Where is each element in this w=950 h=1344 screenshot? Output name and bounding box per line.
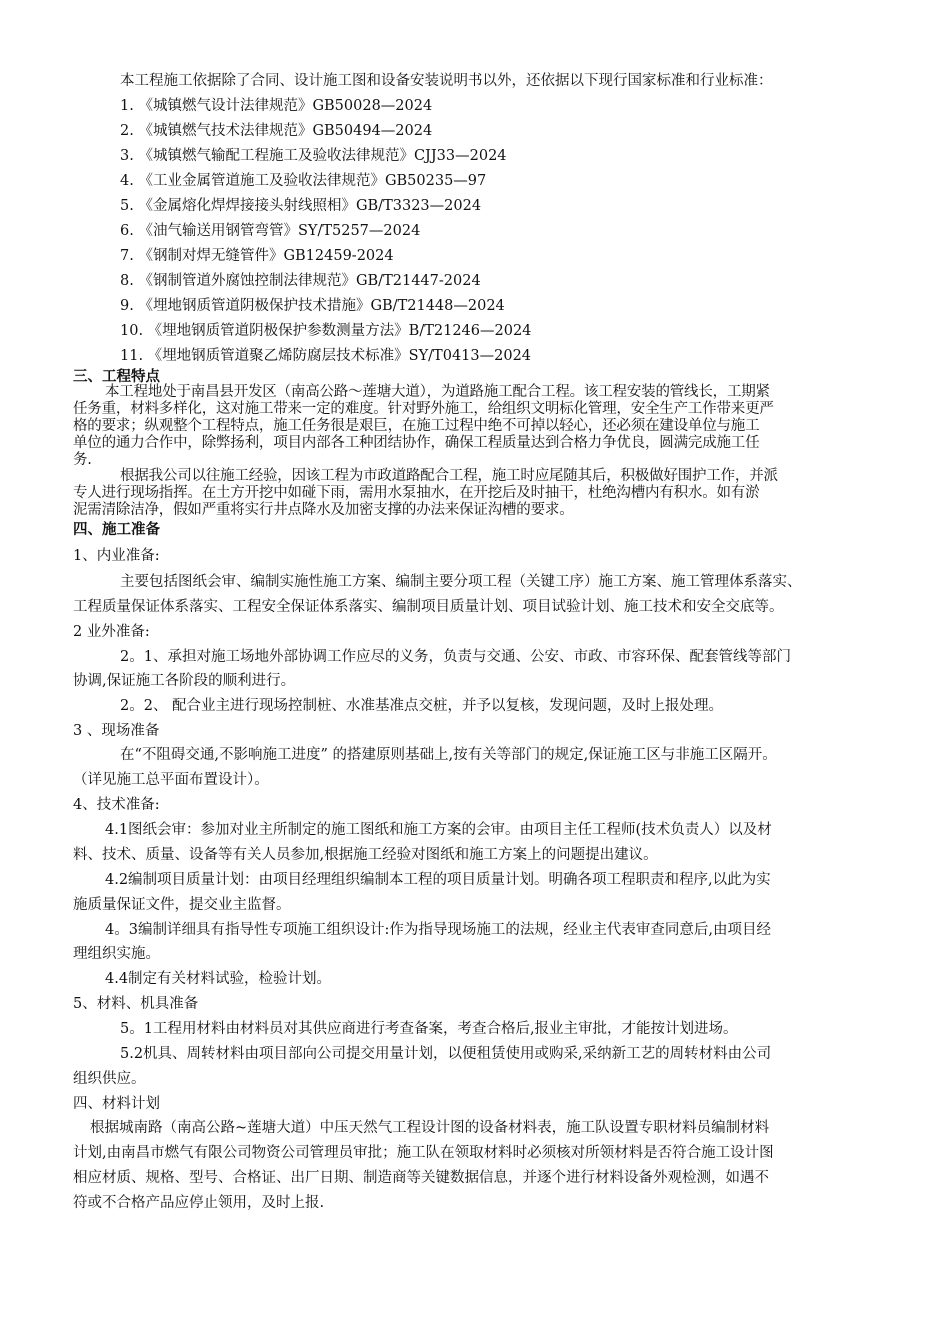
subheading-technical-prep: 4、技术准备: — [73, 797, 160, 813]
materials-5-2-line1: 5.2机具、周转材料由项目部向公司提交用量计划，以便租赁使用或购采,采纳新工艺的周转材料由公司 — [120, 1046, 772, 1062]
intro-text: 本工程施工依据除了合同、设计施工图和设备安装说明书以外，还依据以下现行国家标准和行业标准： — [120, 73, 773, 89]
section-heading-preparation: 四、施工准备 — [73, 522, 160, 538]
section-heading-material-plan: 四、材料计划 — [73, 1096, 160, 1112]
technical-prep-4-3-line2: 理组织实施。 — [73, 946, 160, 962]
standard-item-11: 11. 《埋地钢质管道聚乙烯防腐层技术标准》SY/T0413—2024 — [120, 348, 532, 364]
material-plan-line2: 计划,由南昌市燃气有限公司物资公司管理员审批；施工队在领取材料时必须核对所领材料是否符合施工设计图 — [73, 1145, 774, 1161]
site-prep-line1: 在“不阻碍交通,不影响施工进度” 的搭建原则基础上,按有关等部门的规定,保证施工区与非施工区隔开。 — [120, 747, 777, 763]
features-para1-line5: 务. — [73, 452, 92, 468]
standard-item-9: 9. 《埋地钢质管道阴极保护技术措施》GB/T21448—2024 — [120, 298, 505, 314]
standard-item-3: 3. 《城镇燃气输配工程施工及验收法律规范》CJJ33—2024 — [120, 148, 507, 164]
features-para1-line1: 本工程地处于南昌县开发区（南高公路～莲塘大道），为道路施工配合工程。该工程安装的管线长，工期紧 — [105, 384, 770, 400]
features-para1-line3: 格的要求；纵观整个工程特点，施工任务很是艰巨，在施工过程中绝不可掉以轻心，还必须在建设单位与施工 — [73, 418, 760, 434]
technical-prep-4-1-line1: 4.1图纸会审：参加对业主所制定的施工图纸和施工方案的会审。由项目主任工程师(技术负责人）以及材 — [105, 822, 772, 838]
internal-prep-line1: 主要包括图纸会审、编制实施性施工方案、编制主要分项工程（关键工序）施工方案、施工管理体系落实、 — [120, 574, 802, 590]
standard-item-10: 10. 《埋地钢质管道阴极保护参数测量方法》B/T21246—2024 — [120, 323, 532, 339]
technical-prep-4-3-line1: 4。3编制详细具有指导性专项施工组织设计:作为指导现场施工的法规，经业主代表审查同意后,由项目经 — [105, 922, 771, 938]
features-para1-line2: 任务重，材料多样化，这对施工带来一定的难度。针对野外施工，给组织文明标化管理，安全生产工作带来更严 — [73, 401, 774, 417]
subheading-site-prep: 3 、现场准备 — [73, 723, 160, 739]
standard-item-8: 8. 《钢制管道外腐蚀控制法律规范》GB/T21447-2024 — [120, 273, 481, 289]
features-para2-line2: 专人进行现场指挥。在土方开挖中如碰下雨，需用水泵抽水，在开挖后及时抽干，杜绝沟槽内有积水。如有淤 — [73, 485, 760, 501]
section-heading-features: 三、工程特点 — [73, 369, 160, 385]
subheading-materials-equipment: 5、材料、机具准备 — [73, 996, 199, 1012]
material-plan-line3: 相应材质、规格、型号、合格证、出厂日期、制造商等关键数据信息，并逐个进行材料设备外观检测，如遇不 — [73, 1170, 769, 1186]
site-prep-line2: （详见施工总平面布置设计）。 — [73, 772, 269, 788]
standard-item-2: 2. 《城镇燃气技术法律规范》GB50494—2024 — [120, 123, 433, 139]
materials-5-1: 5。1工程用材料由材料员对其供应商进行考查备案，考查合格后,报业主审批，才能按计划进场。 — [120, 1021, 738, 1037]
technical-prep-4-2-line1: 4.2编制项目质量计划：由项目经理组织编制本工程的项目质量计划。明确各项工程职责和程序,以此为实 — [105, 872, 771, 888]
materials-5-2-line2: 组织供应。 — [73, 1071, 146, 1087]
external-prep-2-2: 2。2、 配合业主进行现场控制桩、水准基准点交桩，并予以复核，发现问题，及时上报处理。 — [120, 698, 724, 714]
standard-item-4: 4. 《工业金属管道施工及验收法律规范》GB50235—97 — [120, 173, 487, 189]
standard-item-7: 7. 《钢制对焊无缝管件》GB12459-2024 — [120, 248, 394, 264]
features-para1-line4: 单位的通力合作中，除弊扬利，项目内部各工种团结协作，确保工程质量达到合格力争优良，圆满完成施工任 — [73, 435, 760, 451]
technical-prep-4-4: 4.4制定有关材料试验，检验计划。 — [105, 971, 332, 987]
features-para2-line1: 根据我公司以往施工经验，因该工程为市政道路配合工程，施工时应尾随其后，积极做好围护工作，并派 — [120, 468, 778, 484]
material-plan-line4: 符或不合格产品应停止领用，及时上报. — [73, 1195, 325, 1211]
external-prep-2-1-line2: 协调,保证施工各阶段的顺利进行。 — [73, 673, 296, 689]
technical-prep-4-2-line2: 施质量保证文件，提交业主监督。 — [73, 897, 291, 913]
subheading-internal-prep: 1、内业准备: — [73, 548, 160, 564]
standard-item-5: 5. 《金属熔化焊焊接接头射线照相》GB/T3323—2024 — [120, 198, 482, 214]
external-prep-2-1-line1: 2。1、承担对施工场地外部协调工作应尽的义务，负责与交通、公安、市政、市容环保、配套管线等部门 — [120, 649, 791, 665]
internal-prep-line2: 工程质量保证体系落实、工程安全保证体系落实、编制项目质量计划、项目试验计划、施工技术和安全交底等。 — [73, 599, 784, 615]
standard-item-1: 1. 《城镇燃气设计法律规范》GB50028—2024 — [120, 98, 433, 114]
features-para2-line3: 泥需清除洁净，假如严重将实行井点降水及加密支撑的办法来保证沟槽的要求。 — [73, 502, 574, 518]
subheading-external-prep: 2 业外准备: — [73, 624, 150, 640]
material-plan-line1: 根据城南路（南高公路~莲塘大道）中压天然气工程设计图的设备材料表，施工队设置专职材料员编制材料 — [90, 1120, 770, 1136]
standard-item-6: 6. 《油气输送用钢管弯管》SY/T5257—2024 — [120, 223, 421, 239]
technical-prep-4-1-line2: 料、技术、质量、设备等有关人员参加,根据施工经验对图纸和施工方案上的问题提出建议。 — [73, 847, 658, 863]
